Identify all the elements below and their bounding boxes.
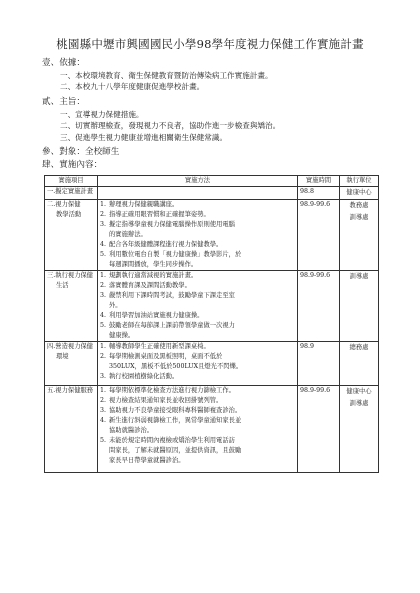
item-label-line: 四.營造視力保健 [47, 343, 94, 350]
method-text-line: 未能於規定時間內複檢或矯治學生利用電話訪 [109, 437, 235, 444]
header-method: 實施方法 [98, 176, 298, 187]
method-text-line: 利用數位電台自製「視力健康操」教學影片，於 [109, 251, 242, 258]
method-step [100, 210, 295, 220]
unit-name: 健康中心 [346, 388, 372, 395]
method-step [100, 436, 295, 466]
method-step-text [109, 271, 295, 281]
item-label-line: 環境 [56, 353, 69, 360]
method-text-line: 擬定指導學童視力保健電腦操作原則使用電腦 [109, 221, 235, 228]
method-text-line: 每週課間播放，學生同步操作。 [109, 261, 198, 268]
method-text-line: 新生進行斜弱視篩檢工作，異常學童通知家長並 [109, 417, 242, 424]
method-text-line: 350LUX，黑板不低於500LUX且燈光不閃爍。 [109, 363, 243, 370]
method-step-text [109, 311, 295, 321]
unit-name: 訓導處 [349, 214, 369, 221]
method-text-line: 利用學習加油站實施視力健康操。 [109, 312, 204, 319]
method-step [100, 396, 295, 406]
unit-name: 健康中心 [346, 189, 372, 196]
implementation-table [44, 175, 379, 473]
method-step-number: 4. [100, 417, 107, 424]
header-unit: 執行單位 [340, 176, 379, 187]
method-step [100, 416, 295, 436]
table-header-row [45, 176, 379, 187]
document-title: 桃園縣中壢市興國國民小學98學年度視力保健工作實施計畫 [56, 37, 364, 51]
method-step-text [109, 406, 295, 416]
method-text-line: 嚴禁利用下課時間考試，鼓勵學童下課走至室 [109, 292, 235, 299]
table-row [45, 342, 379, 386]
method-step [100, 240, 295, 250]
item-label-line: 三.執行視力保健 [47, 272, 94, 279]
method-step-number: 3. [100, 221, 107, 228]
cell-unit [340, 386, 379, 473]
method-step [100, 386, 295, 396]
method-step-number: 3. [100, 292, 107, 299]
cell-method [98, 342, 298, 386]
cell-time: 98.9-99.6 [298, 200, 340, 271]
method-step-number: 4. [100, 241, 107, 248]
item-label-line: 一.擬定實施計畫 [47, 188, 94, 195]
method-step-text [109, 386, 295, 396]
header-item: 實施項目 [45, 176, 98, 187]
method-step-number: 5. [100, 322, 107, 329]
method-step-text [109, 210, 295, 220]
table-row [45, 386, 379, 473]
item-label-line: 二.視力保健 [47, 201, 81, 208]
method-step [100, 200, 295, 210]
section-target-heading: 參、對象：全校師生 [42, 147, 120, 157]
method-step-text [109, 352, 295, 372]
method-step-number: 1. [100, 201, 107, 208]
method-text-line: 協助就醫診治。 [109, 427, 154, 434]
method-text-line: 家長早日帶學童就醫診治。 [109, 457, 185, 464]
method-text-line: 的實施辦法。 [109, 231, 147, 238]
method-text-line: 執行校園植樹綠化活動。 [109, 373, 179, 380]
method-step-text [109, 291, 295, 311]
item-label-line: 教學活動 [56, 211, 82, 218]
method-step-text [109, 250, 295, 270]
item-label-line: 五.視力保健服務 [47, 387, 94, 394]
method-text-line: 指導正確用眼習慣和正確握筆姿勢。 [109, 211, 210, 218]
cell-item [45, 200, 98, 271]
method-step-number: 5. [100, 251, 107, 258]
method-text-line: 每學期檢測桌面及黑板照明，桌面不低於 [109, 353, 223, 360]
method-text-line: 配合各年級健體課程進行視力保健教學。 [109, 241, 223, 248]
method-step-number: 2. [100, 282, 107, 289]
method-text-line: 問家長，了解未就醫原因，並提供資訊，且鼓勵 [109, 447, 242, 454]
method-text-line: 規劃執行適當減視的實施計畫。 [109, 272, 198, 279]
method-step-text [109, 200, 295, 210]
method-text-line: 健康操。 [109, 332, 135, 339]
header-time: 實施時間 [298, 176, 340, 187]
method-step [100, 406, 295, 416]
method-step [100, 271, 295, 281]
cell-time: 98.9-99.6 [298, 386, 340, 473]
method-text-line: 視力檢查結果通知家長並收回掛號列管。 [109, 397, 223, 404]
method-step-number: 2. [100, 353, 107, 360]
method-text-line: 落實體育課及課間活動教學。 [109, 282, 191, 289]
cell-time: 98.8 [298, 187, 340, 200]
cell-method [98, 200, 298, 271]
unit-name: 教務處 [349, 202, 369, 209]
method-step [100, 321, 295, 341]
cell-method [98, 187, 298, 200]
goals-item-1: 一、宣導視力保健措施。 [60, 110, 144, 119]
cell-unit [340, 271, 379, 342]
basis-item-2: 二、本校九十八學年度健康促進學校計畫。 [60, 82, 205, 91]
cell-item [45, 271, 98, 342]
cell-method [98, 271, 298, 342]
cell-item [45, 187, 98, 200]
goals-item-2: 二、切實辦理檢查，發現視力不良者，協助作進一步檢查與矯治。 [60, 121, 281, 130]
basis-item-1: 一、本校環境教育、衛生保健教育暨防治傳染病工作實施計畫。 [60, 71, 273, 80]
method-step [100, 281, 295, 291]
method-step-text [109, 396, 295, 406]
method-text-line: 鼓勵老師在每節課上課前帶領學童做一次視力 [109, 322, 235, 329]
unit-name: 訓導處 [349, 400, 369, 407]
method-step-text [109, 321, 295, 341]
method-step-text [109, 436, 295, 466]
method-step-number: 3. [100, 373, 107, 380]
method-step-number: 2. [100, 397, 107, 404]
method-step-text [109, 220, 295, 240]
method-step-text [109, 240, 295, 250]
cell-time: 98.9-99.6 [298, 271, 340, 342]
method-step-number: 1. [100, 387, 107, 394]
method-step [100, 291, 295, 311]
method-step [100, 311, 295, 321]
section-basis-heading: 壹、依據： [42, 58, 85, 68]
table-row [45, 187, 379, 200]
method-step-number: 3. [100, 407, 107, 414]
method-text-line: 外。 [109, 302, 122, 309]
cell-time: 98.9 [298, 342, 340, 386]
method-step [100, 372, 295, 382]
cell-item [45, 342, 98, 386]
cell-unit [340, 187, 379, 200]
cell-unit [340, 200, 379, 271]
method-step-text [109, 342, 295, 352]
table-row [45, 200, 379, 271]
cell-unit [340, 342, 379, 386]
method-step [100, 220, 295, 240]
method-step-number: 1. [100, 343, 107, 350]
method-step-text [109, 281, 295, 291]
section-goals-heading: 貳、主旨： [42, 97, 85, 107]
cell-method [98, 386, 298, 473]
method-step [100, 250, 295, 270]
method-text-line: 輔導教師學生正確使用新型課桌椅。 [109, 343, 210, 350]
method-step-text [109, 372, 295, 382]
method-step-number: 2. [100, 211, 107, 218]
cell-item [45, 386, 98, 473]
method-step [100, 342, 295, 352]
method-step [100, 352, 295, 372]
method-step-text [109, 416, 295, 436]
method-step-number: 4. [100, 312, 107, 319]
table-row [45, 271, 379, 342]
item-label-line: 生活 [56, 282, 69, 289]
unit-name: 訓導處 [349, 273, 369, 280]
method-step-number: 1. [100, 272, 107, 279]
unit-name: 總務處 [349, 344, 369, 351]
method-text-line: 每學期依標準化檢查方法進行視力篩檢工作。 [109, 387, 235, 394]
method-text-line: 辦理視力保健親職講座。 [109, 201, 179, 208]
method-step-number: 5. [100, 437, 107, 444]
section-content-heading: 肆、實施內容： [42, 160, 103, 170]
method-text-line: 協助視力不良學童接受眼科專科醫師複查診治。 [109, 407, 242, 414]
goals-item-3: 三、促進學生視力健康並增進相關衛生保健常識。 [60, 133, 228, 142]
